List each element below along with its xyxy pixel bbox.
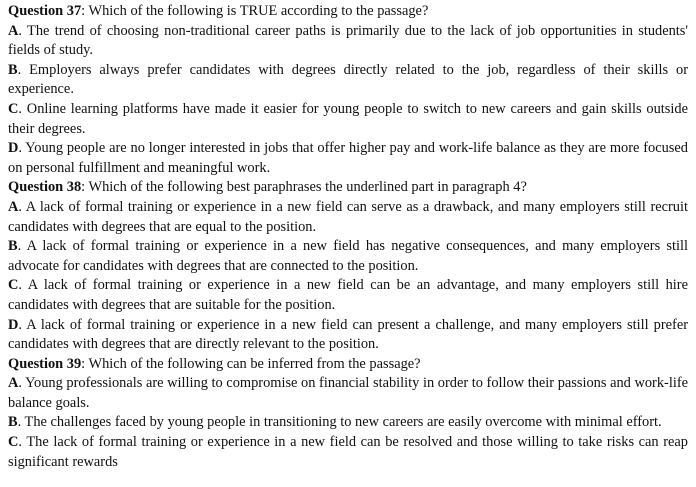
question-38-option-a xyxy=(8,198,688,237)
option-letter: C xyxy=(8,100,19,117)
question-39-option-c xyxy=(8,433,688,472)
question-38-heading xyxy=(8,178,688,198)
option-letter: D xyxy=(8,316,19,333)
question-37-option-b xyxy=(8,61,688,100)
question-39-option-b xyxy=(8,413,688,433)
option-text: . Young people are no longer interested in jobs that offer higher pay and work-life balance as they are more focused on personal fulfillment and meaningful work. xyxy=(8,140,688,176)
question-37-prompt: : Which of the following is TRUE according to the passage? xyxy=(81,3,429,19)
question-37-option-d xyxy=(8,139,688,178)
question-39-heading xyxy=(8,355,688,375)
option-letter: D xyxy=(8,140,19,157)
option-letter: B xyxy=(8,238,18,255)
question-37-option-a xyxy=(8,22,688,61)
option-letter: C xyxy=(8,277,19,294)
option-letter: B xyxy=(8,61,18,78)
option-text: . A lack of formal training or experience in a new field can be an advantage, and many employers still hire candidates with degrees that are suitable for the position. xyxy=(8,277,688,313)
option-text: . The lack of formal training or experience in a new field can be resolved and those willing to take risks can reap significant rewards xyxy=(8,434,688,470)
option-text: . The trend of choosing non-traditional career paths is primarily due to the lack of job opportunities in students' fields of study. xyxy=(8,22,688,59)
question-38-label: Question 38 xyxy=(8,179,82,196)
question-38-option-b xyxy=(8,237,688,276)
question-38-option-d xyxy=(8,316,688,355)
option-letter: A xyxy=(8,198,19,215)
question-37-label: Question 37 xyxy=(8,3,82,19)
option-text: . A lack of formal training or experience in a new field has negative consequences, and many employers still advocate for candidates with degrees that are connected to the position. xyxy=(8,238,688,274)
question-38-prompt: : Which of the following best paraphrases the underlined part in paragraph 4? xyxy=(81,179,527,196)
question-38-option-c xyxy=(8,276,688,315)
option-text: . Young professionals are willing to compromise on financial stability in order to follow their passions and work-life balance goals. xyxy=(8,375,688,411)
option-letter: C xyxy=(8,434,19,451)
question-39-label: Question 39 xyxy=(8,355,82,372)
question-39-prompt: : Which of the following can be inferred from the passage? xyxy=(81,355,421,372)
question-37-option-c xyxy=(8,100,688,139)
option-text: . Employers always prefer candidates with degrees directly related to the job, regardless of their skills or experience. xyxy=(8,61,688,98)
question-37-heading xyxy=(8,2,688,22)
option-letter: B xyxy=(8,414,18,431)
option-letter: A xyxy=(8,22,19,39)
option-text: . A lack of formal training or experience in a new field can present a challenge, and many employers still prefer candidates with degrees that are directly relevant to the position. xyxy=(8,316,688,353)
option-text: . The challenges faced by young people in transitioning to new careers are easily overcome with minimal effort. xyxy=(17,414,662,431)
option-text: . A lack of formal training or experience in a new field can serve as a drawback, and many employers still recruit candidates with degrees that are equal to the position. xyxy=(8,198,688,235)
option-text: . Online learning platforms have made it easier for young people to switch to new careers and gain skills outside their degrees. xyxy=(8,100,688,137)
question-39-option-a xyxy=(8,374,688,413)
option-letter: A xyxy=(8,375,19,392)
